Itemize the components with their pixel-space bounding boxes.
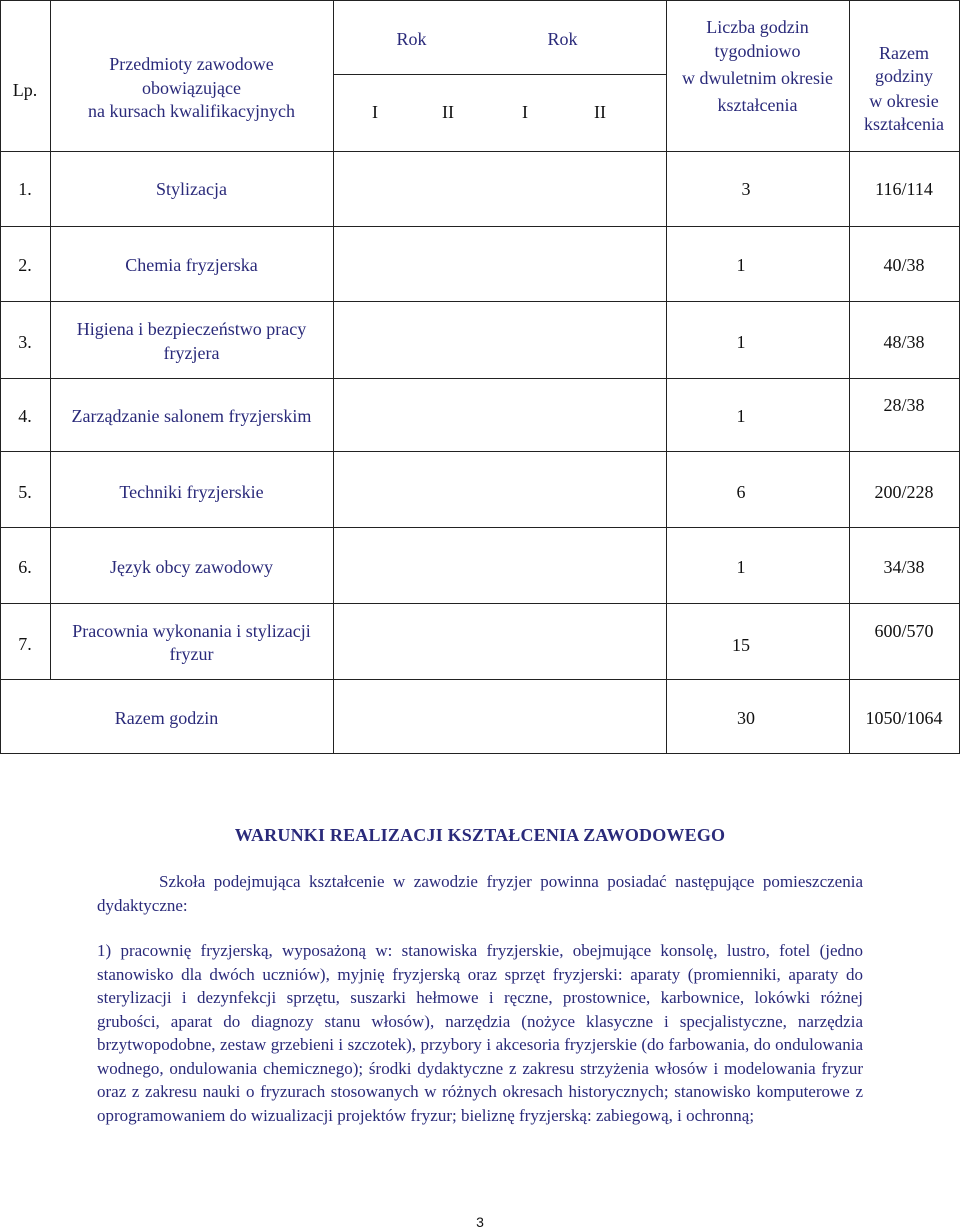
row-1-subject: Stylizacja [156, 179, 227, 199]
header-year-group-2: Rok [547, 29, 578, 49]
row-5-total: 200/228 [874, 482, 934, 502]
row-5-weekly: 6 [736, 482, 746, 502]
row-2-total: 40/38 [883, 255, 925, 275]
row-7-weekly: 15 [732, 635, 750, 655]
row-4-weekly: 1 [736, 406, 746, 426]
header-year2-sem2: II [594, 102, 606, 122]
row-4-subject: Zarządzanie salonem fryzjerskim [71, 406, 312, 426]
row-4-lp: 4. [18, 406, 32, 426]
header-weekly-line1: Liczba godzin [706, 17, 809, 37]
row-6-lp: 6. [18, 557, 32, 577]
summary-label: Razem godzin [114, 708, 219, 728]
header-weekly-line4: kształcenia [717, 95, 798, 115]
header-year-group-1: Rok [396, 29, 427, 49]
header-total-line1: Razem [879, 43, 929, 63]
row-1-lp: 1. [18, 179, 32, 199]
row-5-subject: Techniki fryzjerskie [119, 482, 264, 502]
page-number: 3 [476, 1214, 484, 1230]
row-3-subject-line2: fryzjera [163, 343, 220, 363]
row-3-subject-line1: Higiena i bezpieczeństwo pracy [76, 319, 307, 339]
row-2-weekly: 1 [736, 255, 746, 275]
summary-total: 1050/1064 [865, 708, 943, 728]
section-intro: Szkoła podejmująca kształcenie w zawodzie fryzjer powinna posiadać następujące pomieszczenia dydaktyczne: [97, 872, 863, 915]
header-subjects-line2: obowiązujące [142, 78, 241, 98]
row-7-total: 600/570 [874, 621, 934, 641]
section-title: WARUNKI REALIZACJI KSZTAŁCENIA ZAWODOWEGO [234, 825, 726, 845]
section-item-1: 1) pracownię fryzjerską, wyposażoną w: stanowiska fryzjerskie, obejmujące konsolę, lustro, fotel (jedno stanowisko dla dwóch uczniów), myjnię fryzjerską oraz sprzęt fryzjerski: aparaty (promienniki, aparaty do sterylizacji i dezynfekcji sprzętu, suszarki hełmowe i ręczne, prostownice, karbownice, lokówki różnej grubości, aparat do diagnozy stanu włosów), narzędzia (nożyce klasyczne i specjalistyczne, narzędzia brzytwopodobne, zestaw grzebieni i szczotek), przybory i akcesoria fryzjerskie (do farbowania, do ondulowania wodnego, ondulowania chemicznego); środki dydaktyczne z zakresu strzyżenia włosów i modelowania fryzur oraz z zakresu nauki o fryzurach stosowanych w różnych okresach historycznych; stanowisko komputerowe z oprogramowaniem do wizualizacji projektów fryzur; bieliznę fryzjerską: zabiegową, i ochronną; [97, 941, 863, 1125]
row-6-subject: Język obcy zawodowy [110, 557, 273, 577]
row-2-lp: 2. [18, 255, 32, 275]
row-3-lp: 3. [18, 332, 32, 352]
header-year1-sem2: II [442, 102, 454, 122]
header-total-line2: godziny [875, 66, 933, 86]
header-total-line3: w okresie [869, 91, 939, 111]
row-5-lp: 5. [18, 482, 32, 502]
summary-weekly: 30 [737, 708, 755, 728]
header-weekly-line3: w dwuletnim okresie [682, 68, 833, 88]
row-3-weekly: 1 [736, 332, 746, 352]
header-total-line4: kształcenia [864, 114, 944, 134]
row-3-total: 48/38 [883, 332, 925, 352]
header-subjects-line3: na kursach kwalifikacyjnych [88, 101, 295, 121]
header-year1-sem1: I [372, 102, 378, 122]
row-7-subject-line1: Pracownia wykonania i stylizacji [72, 621, 311, 641]
row-6-total: 34/38 [883, 557, 925, 577]
row-7-lp: 7. [18, 634, 32, 654]
row-2-subject: Chemia fryzjerska [125, 255, 258, 275]
row-1-weekly: 3 [741, 179, 751, 199]
row-6-weekly: 1 [736, 557, 746, 577]
row-1-total: 116/114 [875, 179, 933, 199]
row-7-subject-line2: fryzur [169, 644, 214, 664]
header-lp: Lp. [12, 80, 38, 100]
header-subjects-line1: Przedmioty zawodowe [109, 54, 274, 74]
header-year2-sem1: I [522, 102, 528, 122]
row-4-total: 28/38 [883, 395, 925, 415]
header-weekly-line2: tygodniowo [714, 41, 801, 61]
